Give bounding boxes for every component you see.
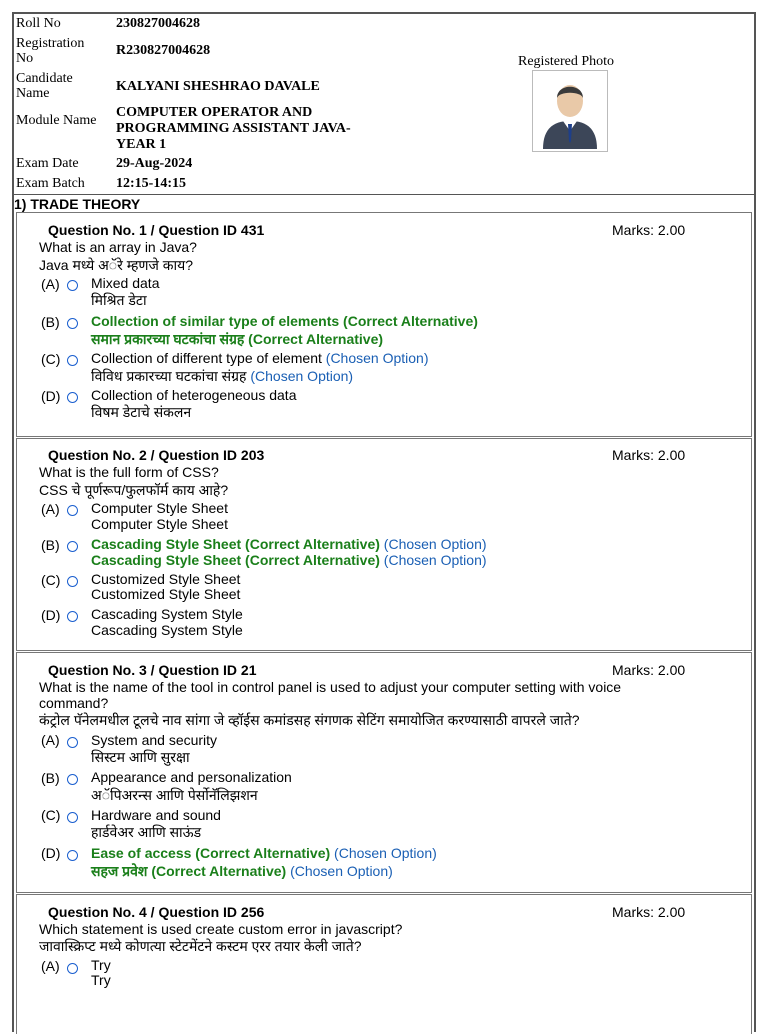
option-c-radio[interactable] [67, 576, 78, 587]
question-header: Question No. 3 / Question ID 21 [48, 662, 257, 678]
option-text-mr: मिश्रित डेटा [91, 292, 147, 308]
option-letter: (C) [41, 572, 61, 588]
option-text-mr: Customized Style Sheet [91, 586, 241, 602]
option-letter: (B) [41, 537, 60, 553]
question-text-en: Which statement is used create custom error in javascript? [39, 921, 403, 937]
option-letter: (C) [41, 351, 61, 367]
registration-label: Registration No [16, 36, 85, 66]
question-text-en: What is the name of the tool in control panel is used to adjust your computer setting with voice command? [39, 679, 622, 711]
option-text-mr: विविध प्रकारच्या घटकांचा संग्रह (Chosen Option) [91, 368, 354, 384]
option-a-radio[interactable] [67, 963, 78, 974]
question-marks: Marks: 2.00 [612, 904, 686, 920]
option-text-en: Appearance and personalization [91, 769, 292, 785]
chosen-option-tag: (Chosen Option) [383, 536, 487, 552]
candidate-name-label: Candidate Name [16, 71, 73, 101]
option-a-radio[interactable] [67, 505, 78, 516]
option-letter: (A) [41, 276, 60, 292]
option-text-mr: विषम डेटाचे संकलन [91, 404, 192, 420]
question-marks: Marks: 2.00 [612, 662, 686, 678]
question-header: Question No. 2 / Question ID 203 [48, 447, 265, 463]
module-label: Module Name [16, 113, 97, 128]
option-letter: (A) [41, 732, 60, 748]
option-letter: (D) [41, 845, 61, 861]
option-text-en: Collection of different type of element (Chosen Option) [91, 350, 429, 366]
exam-date-label: Exam Date [16, 156, 79, 171]
registered-photo [532, 70, 608, 152]
question-text-mr: Java मध्ये अॅरे म्हणजे काय? [39, 257, 194, 273]
question-marks: Marks: 2.00 [612, 447, 686, 463]
chosen-option-tag: (Chosen Option) [334, 845, 437, 861]
option-text-en: Ease of access (Correct Alternative) (Chosen Option) [91, 845, 437, 861]
question-marks: Marks: 2.00 [612, 222, 686, 238]
roll-label: Roll No [16, 16, 61, 31]
option-text-en: Mixed data [91, 275, 160, 291]
question-text-mr: कंट्रोल पॅनेलमधील टूलचे नाव सांगा जे व्हॉईस कमांडसह संगणक सेटिंग समायोजित करण्यासाठी वापरले जाते? [39, 712, 580, 728]
chosen-option-tag: (Chosen Option) [290, 863, 393, 879]
exam-batch-label: Exam Batch [16, 176, 85, 191]
question-card-1 [16, 212, 752, 437]
option-text-en: Hardware and sound [91, 807, 221, 823]
module-value: COMPUTER OPERATOR AND PROGRAMMING ASSISTANT JAVA-YEAR 1 [116, 105, 351, 152]
option-text-mr: सहज प्रवेश (Correct Alternative) (Chosen Option) [91, 863, 393, 879]
registered-photo-label: Registered Photo [518, 54, 615, 69]
option-text-mr-correct: समान प्रकारच्या घटकांचा संग्रह (Correct Alternative) [91, 331, 384, 347]
question-header: Question No. 4 / Question ID 256 [48, 904, 265, 920]
question-text-mr: जावास्क्रिप्ट मध्ये कोणत्या स्टेटमेंटने कस्टम एरर तयार केली जाते? [39, 938, 362, 954]
option-text-en: Try [91, 957, 111, 973]
option-text-en: Customized Style Sheet [91, 571, 241, 587]
option-b-radio[interactable] [67, 318, 78, 329]
option-text-mr: अॅपिअरन्स आणि पेर्सोनॅलिझशन [91, 787, 258, 803]
question-text-en: What is an array in Java? [39, 239, 197, 255]
chosen-option-tag: (Chosen Option) [250, 368, 354, 384]
option-b-radio[interactable] [67, 774, 78, 785]
option-letter: (B) [41, 770, 60, 786]
question-card-4 [16, 894, 752, 1034]
question-card-2 [16, 438, 752, 651]
option-letter: (C) [41, 807, 61, 823]
section-title: 1) TRADE THEORY [14, 196, 141, 212]
option-d-radio[interactable] [67, 392, 78, 403]
option-c-radio[interactable] [67, 812, 78, 823]
option-letter: (D) [41, 388, 61, 404]
option-text-mr: Cascading System Style [91, 622, 243, 638]
option-text-mr: हार्डवेअर आणि साऊंड [91, 824, 202, 840]
option-d-radio[interactable] [67, 611, 78, 622]
option-text-mr: Computer Style Sheet [91, 516, 228, 532]
option-text-mr: Try [91, 972, 111, 988]
chosen-option-tag: (Chosen Option) [383, 552, 487, 568]
option-text-en-correct: Collection of similar type of elements (Correct Alternative) [91, 313, 478, 329]
option-letter: (A) [41, 501, 60, 517]
question-card-3 [16, 652, 752, 893]
option-text-en: Collection of heterogeneous data [91, 387, 297, 403]
option-letter: (B) [41, 314, 60, 330]
option-text-mr: सिस्टम आणि सुरक्षा [91, 749, 190, 765]
exam-date-value: 29-Aug-2024 [116, 156, 193, 171]
option-d-radio[interactable] [67, 850, 78, 861]
option-b-radio[interactable] [67, 541, 78, 552]
option-a-radio[interactable] [67, 737, 78, 748]
avatar-icon [533, 71, 607, 151]
option-text-en: Cascading System Style [91, 606, 243, 622]
option-c-radio[interactable] [67, 355, 78, 366]
option-a-radio[interactable] [67, 280, 78, 291]
candidate-name-value: KALYANI SHESHRAO DAVALE [116, 79, 320, 94]
option-text-en: Cascading Style Sheet (Correct Alternative) (Chosen Option) [91, 536, 487, 552]
roll-value: 230827004628 [116, 16, 200, 31]
question-text-mr: CSS चे पूर्णरूप/फुलफॉर्म काय आहे? [39, 482, 229, 498]
option-letter: (A) [41, 958, 60, 974]
option-letter: (D) [41, 607, 61, 623]
candidate-info-panel [12, 12, 756, 195]
registration-value: R230827004628 [116, 43, 211, 58]
exam-batch-value: 12:15-14:15 [116, 176, 186, 191]
chosen-option-tag: (Chosen Option) [325, 350, 429, 366]
question-header: Question No. 1 / Question ID 431 [48, 222, 265, 238]
option-text-en: System and security [91, 732, 218, 748]
option-text-en: Computer Style Sheet [91, 500, 228, 516]
option-text-mr: Cascading Style Sheet (Correct Alternative) (Chosen Option) [91, 552, 487, 568]
question-text-en: What is the full form of CSS? [39, 464, 219, 480]
